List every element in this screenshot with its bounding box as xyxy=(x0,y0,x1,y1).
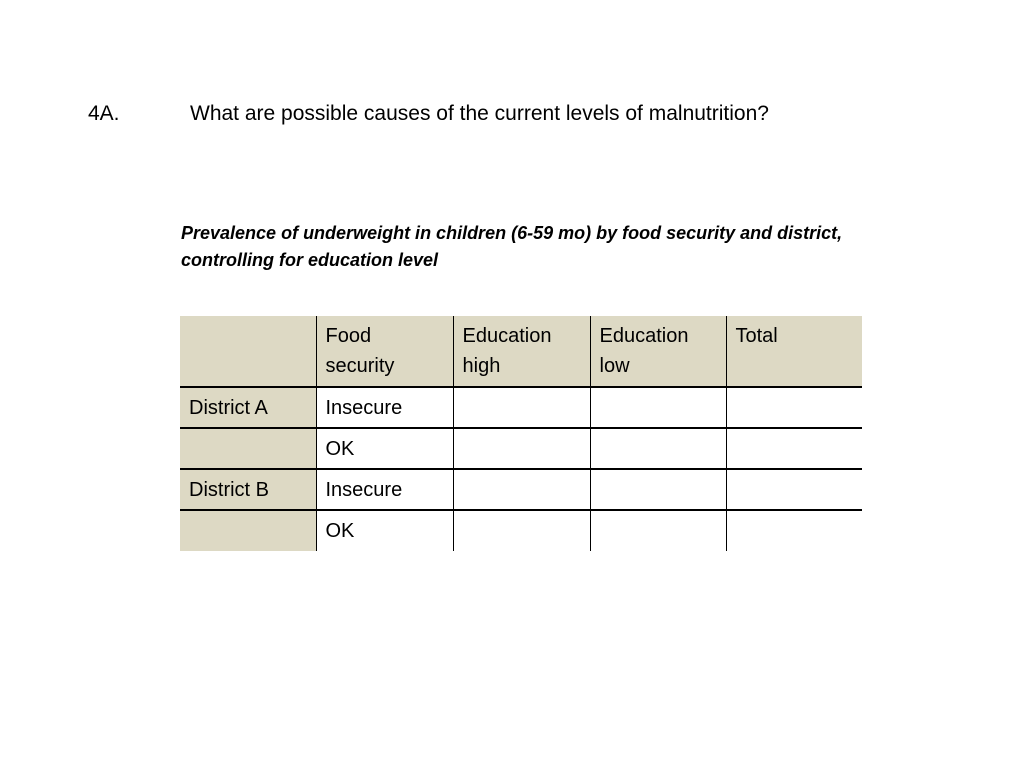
food-security-cell: OK xyxy=(316,428,453,469)
table-row xyxy=(180,387,862,428)
total-cell xyxy=(726,469,862,510)
total-cell xyxy=(726,510,862,551)
total-cell xyxy=(726,428,862,469)
district-cell xyxy=(180,510,316,551)
education-low-cell xyxy=(590,428,726,469)
education-low-cell xyxy=(590,387,726,428)
total-cell xyxy=(726,387,862,428)
table-caption: Prevalence of underweight in children (6-59 mo) by food security and district, controlling for education level xyxy=(181,223,843,270)
food-security-cell: Insecure xyxy=(316,469,453,510)
table-row xyxy=(180,510,862,551)
header-cell-education-low: Education low xyxy=(590,316,726,387)
education-high-cell xyxy=(453,428,590,469)
education-high-cell xyxy=(453,510,590,551)
education-low-cell xyxy=(590,510,726,551)
education-high-cell xyxy=(453,387,590,428)
table-row xyxy=(180,428,862,469)
district-cell: District B xyxy=(180,469,316,510)
food-security-cell: Insecure xyxy=(316,387,453,428)
education-low-cell xyxy=(590,469,726,510)
data-table xyxy=(180,316,862,551)
question-line xyxy=(88,100,769,128)
header-cell-education-high: Education high xyxy=(453,316,590,387)
district-cell: District A xyxy=(180,387,316,428)
table-header-row xyxy=(180,316,862,387)
header-cell-total: Total xyxy=(726,316,862,387)
education-high-cell xyxy=(453,469,590,510)
header-cell-food-security: Food security xyxy=(316,316,453,387)
header-cell-blank xyxy=(180,316,316,387)
food-security-cell: OK xyxy=(316,510,453,551)
question-text: What are possible causes of the current levels of malnutrition? xyxy=(190,102,769,125)
question-number: 4A. xyxy=(88,102,120,125)
district-cell xyxy=(180,428,316,469)
table-row xyxy=(180,469,862,510)
